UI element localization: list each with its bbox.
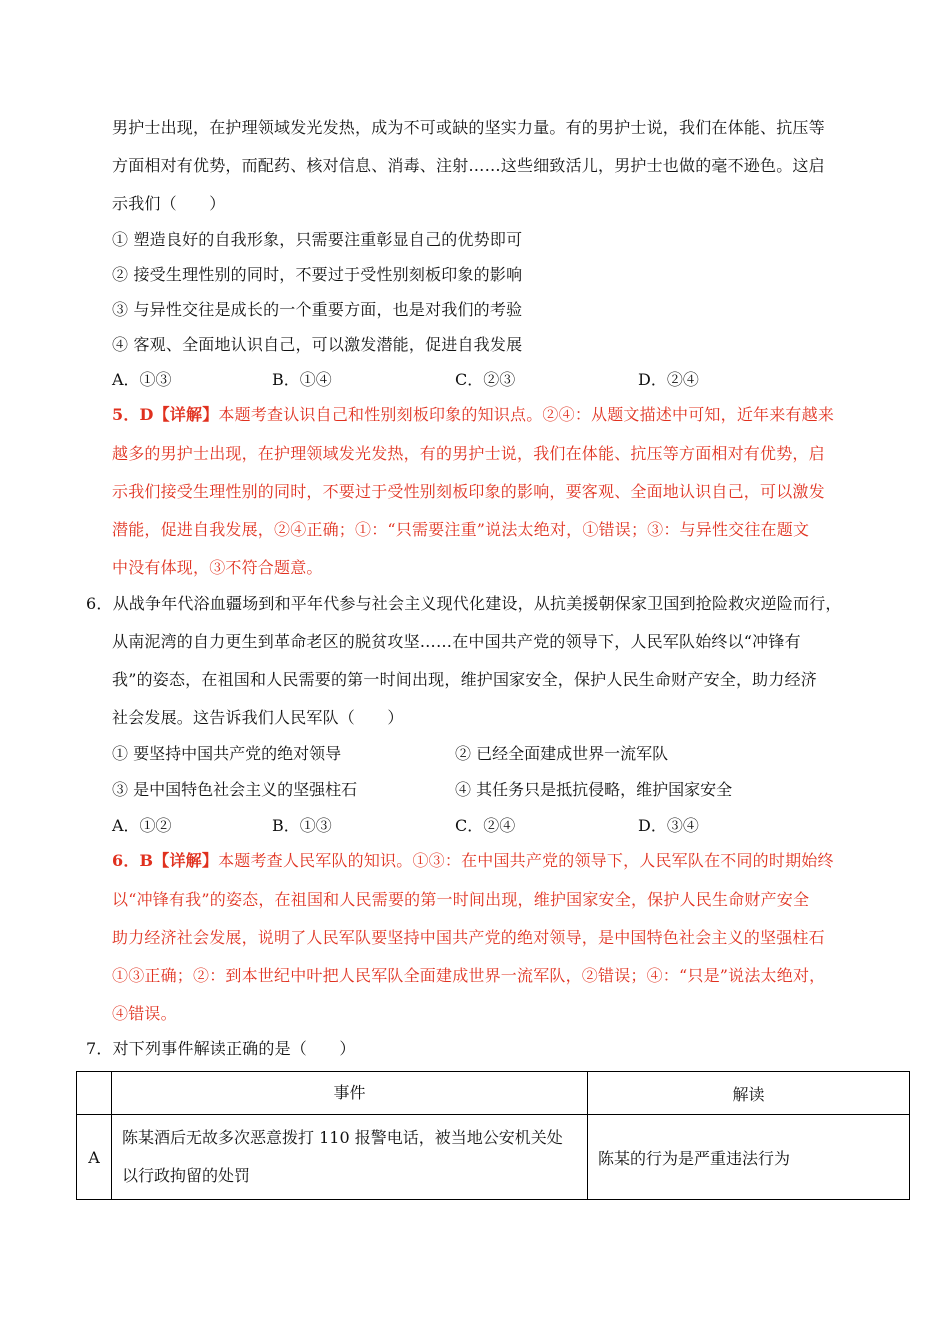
q6-statement: ① 要坚持中国共产党的绝对领导 (112, 744, 342, 763)
q5-stem-line: 方面相对有优势，而配药、核对信息、消毒、注射……这些细致活儿，男护士也做的毫不逊色。这启 (112, 156, 825, 175)
a5-line: 中没有体现，③不符合题意。 (112, 558, 323, 577)
q5-statement: ② 接受生理性别的同时，不要过于受性别刻板印象的影响 (112, 265, 523, 284)
q6-number: 6． (86, 594, 113, 613)
q5-option-b: B．①④ (272, 370, 332, 389)
q5-option-a: A．①③ (112, 370, 172, 389)
q6-first-line (86, 593, 842, 615)
q6-statement: ④ 其任务只是抵抗侵略，维护国家安全 (455, 780, 733, 799)
q5-option-c: C．②③ (455, 370, 516, 389)
table-row (77, 1115, 910, 1200)
a5-line: 越多的男护士出现，在护理领域发光发热，有的男护士说，我们在体能、抗压等方面相对有优势，启 (112, 444, 825, 463)
q5-stem-line: 男护士出现，在护理领域发光发热，成为不可或缺的坚实力量。有的男护士说，我们在体能、抗压等 (112, 118, 825, 137)
a5-text: 本题考查认识自己和性别刻板印象的知识点。②④：从题文描述中可知，近年来有越来 (218, 405, 835, 424)
q5-stem-line: 示我们（ ） (112, 194, 226, 213)
q6-stem-line: 社会发展。这告诉我们人民军队（ ） (112, 708, 404, 727)
a6-line: 以“冲锋有我”的姿态，在祖国和人民需要的第一时间出现，维护国家安全，保护人民生命财产安全 (112, 890, 810, 909)
q5-option-d: D．②④ (638, 370, 699, 389)
a6-first-line (112, 850, 834, 872)
q6-option-a: A．①② (112, 816, 172, 835)
table-header-event: 事件 (112, 1072, 588, 1115)
q7-event-table (76, 1071, 910, 1200)
a6-text: 本题考查人民军队的知识。①③：在中国共产党的领导下，人民军队在不同的时期始终 (218, 851, 834, 870)
a6-answer-prefix: 6．B (112, 851, 154, 870)
table-header-interpretation: 解读 (588, 1072, 910, 1115)
q6-option-d: D．③④ (638, 816, 699, 835)
table-header-empty (77, 1072, 112, 1115)
q6-text: 从战争年代浴血疆场到和平年代参与社会主义现代化建设，从抗美援朝保家卫国到抢险救灾逆险而行， (112, 594, 842, 613)
q5-statement: ① 塑造良好的自我形象，只需要注重彰显自己的优势即可 (112, 230, 523, 249)
row-interpretation: 陈某的行为是严重违法行为 (588, 1115, 910, 1200)
q6-stem-line: 我”的姿态，在祖国和人民需要的第一时间出现，维护国家安全，保护人民生命财产安全，助力经济 (112, 670, 817, 689)
table-header-row (77, 1072, 910, 1115)
a5-first-line (112, 404, 834, 426)
q5-statement: ③ 与异性交往是成长的一个重要方面，也是对我们的考验 (112, 300, 523, 319)
q7-stem: 7．对下列事件解读正确的是（ ） (86, 1039, 356, 1058)
a5-line: 潜能，促进自我发展，②④正确；①：“只需要注重”说法太绝对，①错误；③：与异性交往在题文 (112, 520, 810, 539)
row-event-line: 陈某酒后无故多次恶意拨打 110 报警电话，被当地公安机关处 (122, 1128, 563, 1147)
q6-stem-line: 从南泥湾的自力更生到革命老区的脱贫攻坚……在中国共产党的领导下，人民军队始终以“冲锋有 (112, 632, 801, 651)
a6-line: 助力经济社会发展，说明了人民军队要坚持中国共产党的绝对领导，是中国特色社会主义的坚强柱石 (112, 928, 825, 947)
q6-statement: ② 已经全面建成世界一流军队 (455, 744, 669, 763)
a5-line: 示我们接受生理性别的同时，不要过于受性别刻板印象的影响，要客观、全面地认识自己，可以激发 (112, 482, 825, 501)
a6-detail-tag: 【详解】 (153, 851, 219, 870)
q6-option-b: B．①③ (272, 816, 332, 835)
a5-detail-tag: 【详解】 (153, 405, 219, 424)
q5-statement: ④ 客观、全面地认识自己，可以激发潜能，促进自我发展 (112, 335, 523, 354)
q6-option-c: C．②④ (455, 816, 516, 835)
a5-answer-prefix: 5．D (112, 405, 154, 424)
a6-line: ④错误。 (112, 1004, 177, 1023)
q6-statement: ③ 是中国特色社会主义的坚强柱石 (112, 780, 358, 799)
row-letter: A (77, 1115, 112, 1200)
a6-line: ①③正确；②：到本世纪中叶把人民军队全面建成世界一流军队，②错误；④：“只是”说法太绝对， (112, 966, 826, 985)
row-event (112, 1115, 588, 1200)
row-event-line: 以行政拘留的处罚 (122, 1166, 251, 1185)
